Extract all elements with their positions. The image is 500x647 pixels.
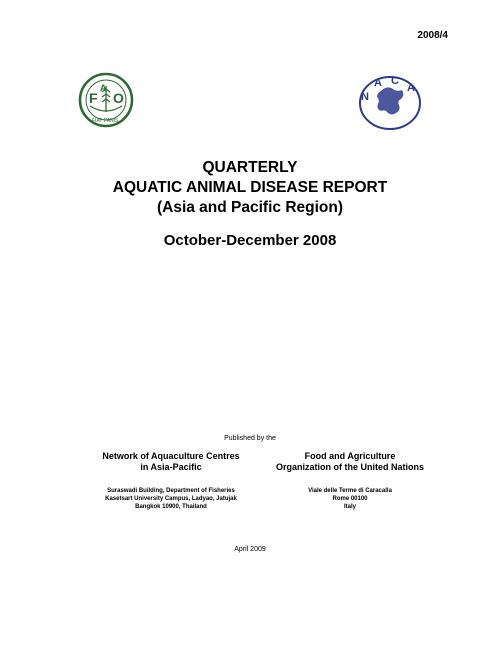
- naca-logo: [357, 73, 423, 131]
- organization-fao: [255, 451, 445, 511]
- report-period: October-December 2008: [163, 232, 337, 249]
- org-address-line: Viale delle Terme di Caracalla: [308, 488, 392, 494]
- naca-letter-a2: A: [407, 82, 415, 94]
- org-address: [255, 487, 445, 511]
- org-name-line: Organization of the United Nations: [276, 462, 424, 472]
- org-address-line: Italy: [343, 504, 356, 510]
- report-title: [0, 158, 500, 218]
- naca-letter-a1: A: [374, 77, 382, 89]
- fao-motto: FIAT PANIS: [92, 118, 119, 124]
- organization-naca: [76, 451, 266, 511]
- naca-letter-n: N: [361, 91, 369, 103]
- org-name-line: Network of Aquaculture Centres: [102, 451, 240, 461]
- title-line-2: AQUATIC ANIMAL DISEASE REPORT: [112, 179, 388, 196]
- org-address-line: Suraswadi Building, Department of Fisheries: [107, 488, 235, 494]
- org-name-line: in Asia-Pacific: [140, 462, 202, 472]
- title-line-1: QUARTERLY: [202, 159, 298, 176]
- published-by-label: Published by the: [224, 435, 276, 442]
- org-address-line: Rome 00100: [332, 496, 368, 502]
- publication-date: April 2009: [234, 546, 266, 553]
- org-name-line: Food and Agriculture: [304, 451, 396, 461]
- fao-logo: [78, 72, 134, 128]
- document-number: 2008/4: [417, 30, 448, 41]
- org-address-line: Kasetsart University Campus, Ladyao, Jatujak: [105, 496, 237, 502]
- fao-letter-o: O: [113, 90, 124, 106]
- org-address-line: Bangkok 10900, Thailand: [135, 504, 207, 510]
- fao-letter-f: F: [89, 90, 98, 106]
- naca-letter-c: C: [391, 75, 399, 87]
- title-line-3: (Asia and Pacific Region): [156, 199, 344, 216]
- org-address: [76, 487, 266, 511]
- fao-letter-a: A: [100, 83, 107, 93]
